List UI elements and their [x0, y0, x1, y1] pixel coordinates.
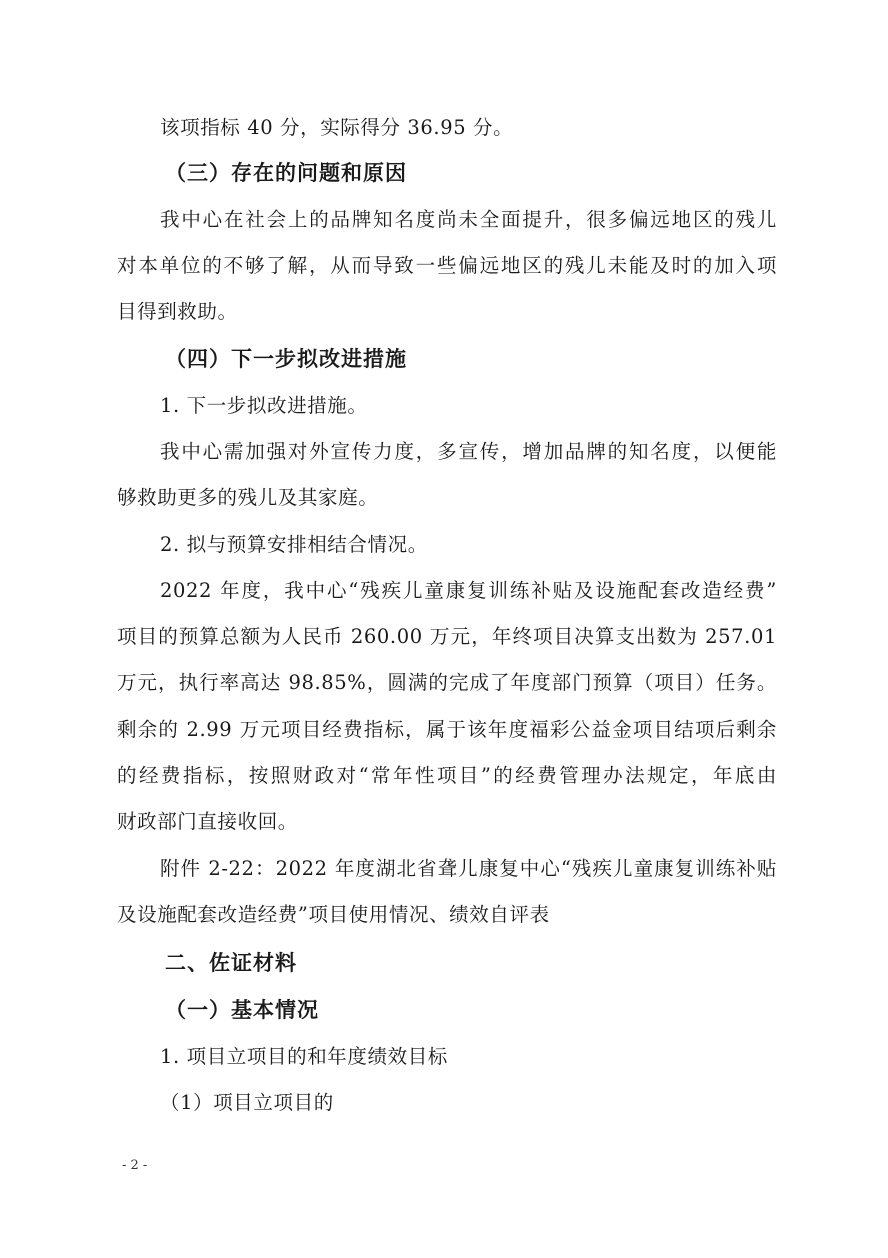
section-heading-next-steps: （四）下一步拟改进措施: [165, 347, 407, 371]
paragraph-line: 我中心在社会上的品牌知名度尚未全面提升，很多偏远地区的残儿: [160, 208, 777, 231]
page-number: - 2 -: [122, 1158, 148, 1173]
paragraph-line: （1）项目立项目的: [160, 1091, 334, 1114]
paragraph-line: 够救助更多的残儿及其家庭。: [117, 486, 379, 509]
paragraph-line: 剩余的 2.99 万元项目经费指标，属于该年度福彩公益金项目结项后剩余: [117, 718, 777, 741]
paragraph-line: 1. 下一步拟改进措施。: [160, 394, 368, 417]
attachment-line: 及设施配套改造经费”项目使用情况、绩效自评表: [117, 903, 550, 926]
paragraph-line: 2022 年度，我中心“残疾儿童康复训练补贴及设施配套改造经费”: [160, 579, 777, 602]
attachment-line: 附件 2-22：2022 年度湖北省聋儿康复中心“残疾儿童康复训练补贴: [160, 857, 777, 880]
section-heading-basic-info: （一）基本情况: [165, 998, 319, 1022]
paragraph-line: 该项指标 40 分，实际得分 36.95 分。: [160, 116, 514, 139]
paragraph-line: 1. 项目立项目的和年度绩效目标: [160, 1045, 448, 1068]
section-heading-problems: （三）存在的问题和原因: [165, 161, 407, 185]
paragraph-line: 万元，执行率高达 98.85%，圆满的完成了年度部门预算（项目）任务。: [117, 671, 777, 694]
paragraph-line: 目得到救助。: [117, 300, 238, 323]
paragraph-line: 我中心需加强对外宣传力度，多宣传，增加品牌的知名度，以便能: [160, 440, 777, 463]
section-heading-evidence: 二、佐证材料: [165, 951, 297, 975]
paragraph-line: 2. 拟与预算安排相结合情况。: [160, 533, 428, 556]
paragraph-line: 对本单位的不够了解，从而导致一些偏远地区的残儿未能及时的加入项: [117, 254, 777, 277]
paragraph-line: 财政部门直接收回。: [117, 810, 298, 833]
paragraph-line: 的经费指标，按照财政对“常年性项目”的经费管理办法规定，年底由: [117, 764, 777, 787]
paragraph-line: 项目的预算总额为人民币 260.00 万元，年终项目决算支出数为 257.01: [117, 625, 777, 648]
